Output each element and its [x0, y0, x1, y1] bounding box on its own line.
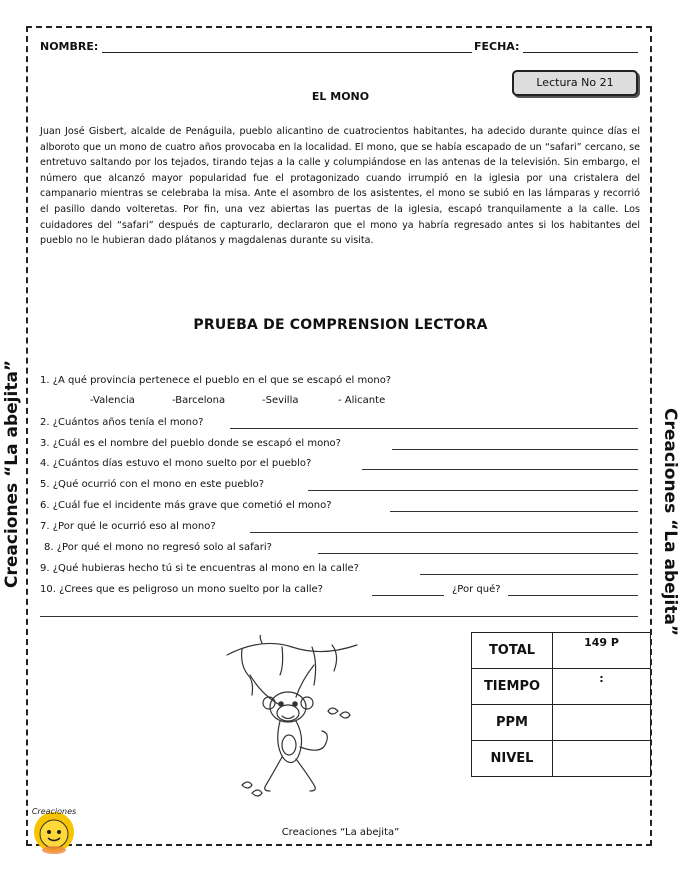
side-text-right: Creaciones “La abejita” — [660, 408, 680, 637]
option-alicante[interactable]: - Alicante — [338, 395, 386, 406]
answer-line-6[interactable] — [390, 511, 638, 512]
score-value[interactable] — [553, 741, 651, 777]
score-row-tiempo — [472, 669, 651, 705]
score-row-nivel — [472, 741, 651, 777]
logo-text: Creaciones — [31, 807, 77, 816]
score-value[interactable]: : — [553, 669, 651, 705]
question-3: 3. ¿Cuál es el nombre del pueblo donde se escapó el mono? — [40, 438, 341, 449]
monkey-illustration — [222, 635, 362, 815]
answer-line-5[interactable] — [308, 490, 638, 491]
question-10: 10. ¿Crees que es peligroso un mono suelto por la calle? — [40, 584, 323, 595]
option-valencia[interactable]: -Valencia — [90, 395, 135, 406]
answer-line-10a[interactable] — [372, 595, 444, 596]
score-value[interactable] — [553, 705, 651, 741]
score-label: NIVEL — [472, 741, 553, 777]
answer-line-2[interactable] — [230, 428, 638, 429]
question-9: 9. ¿Qué hubieras hecho tú si te encuentras al mono en la calle? — [40, 563, 359, 574]
answer-line-3[interactable] — [392, 449, 638, 450]
score-label: PPM — [472, 705, 553, 741]
side-text-left: Creaciones “La abejita” — [2, 359, 22, 588]
option-sevilla[interactable]: -Sevilla — [262, 395, 299, 406]
story-paragraph: Juan José Gisbert, alcalde de Penáguila, pueblo alicantino de cuatrocientos habitantes, ha adecido durante quince días el alboroto que un mono de cuatro años provocaba en la localidad. El mono, que se había escapado de un “safari” cercano, se entretuvo saltando por los tejados, tirando tejas a la calle y columpiándose en las antenas de la televisión. Sin embargo, el número que alcanzó mayor popularidad fue el protagonizado cuando irrumpió en la iglesia por una cristalera del campanario mientras se celebraba la misa. Ante el asombro de los asistentes, el mono se subió en las lámparas y recorrió el pasillo dando volteretas. Por fin, una vez abiertas las puertas de la iglesia, escapó tranquilamente a la calle. Los cuidadores del “safari” después de capturarlo, declararon que el mono ya habría regresado antes si los habitantes del pueblo no le hubieran dado plátanos y magdalenas durante su visita. — [40, 126, 640, 247]
question-1: 1. ¿A qué provincia pertenece el pueblo en el que se escapó el mono? — [40, 375, 392, 386]
question-10-followup: ¿Por qué? — [452, 584, 501, 595]
story-title: EL MONO — [311, 90, 370, 103]
answer-line-4[interactable] — [362, 469, 638, 470]
lectura-badge: Lectura No 21 — [512, 70, 638, 96]
score-label: TIEMPO — [472, 669, 553, 705]
score-row-ppm — [472, 705, 651, 741]
answer-line-10c[interactable] — [40, 616, 638, 617]
score-label: TOTAL — [472, 633, 553, 669]
nombre-field[interactable] — [102, 52, 472, 53]
score-row-total — [472, 633, 651, 669]
question-5: 5. ¿Qué ocurrió con el mono en este pueblo? — [40, 479, 265, 490]
answer-line-10b[interactable] — [508, 595, 638, 596]
answer-line-7[interactable] — [250, 532, 638, 533]
question-8: 8. ¿Por qué el mono no regresó solo al safari? — [44, 542, 272, 553]
answer-line-9[interactable] — [420, 574, 638, 575]
question-6: 6. ¿Cuál fue el incidente más grave que cometió el mono? — [40, 500, 332, 511]
answer-line-8[interactable] — [318, 553, 638, 554]
fecha-field[interactable] — [523, 52, 638, 53]
question-4: 4. ¿Cuántos días estuvo el mono suelto por el pueblo? — [40, 458, 312, 469]
question-2: 2. ¿Cuántos años tenía el mono? — [40, 417, 204, 428]
score-value[interactable]: 149 P — [553, 633, 651, 669]
fecha-label: FECHA: — [474, 40, 520, 53]
option-barcelona[interactable]: -Barcelona — [172, 395, 226, 406]
question-7: 7. ¿Por qué le ocurrió eso al mono? — [40, 521, 216, 532]
score-table — [471, 632, 651, 777]
nombre-label: NOMBRE: — [40, 40, 99, 53]
quiz-title: PRUEBA DE COMPRENSION LECTORA — [193, 317, 488, 333]
footer-credit: Creaciones “La abejita” — [281, 827, 400, 838]
